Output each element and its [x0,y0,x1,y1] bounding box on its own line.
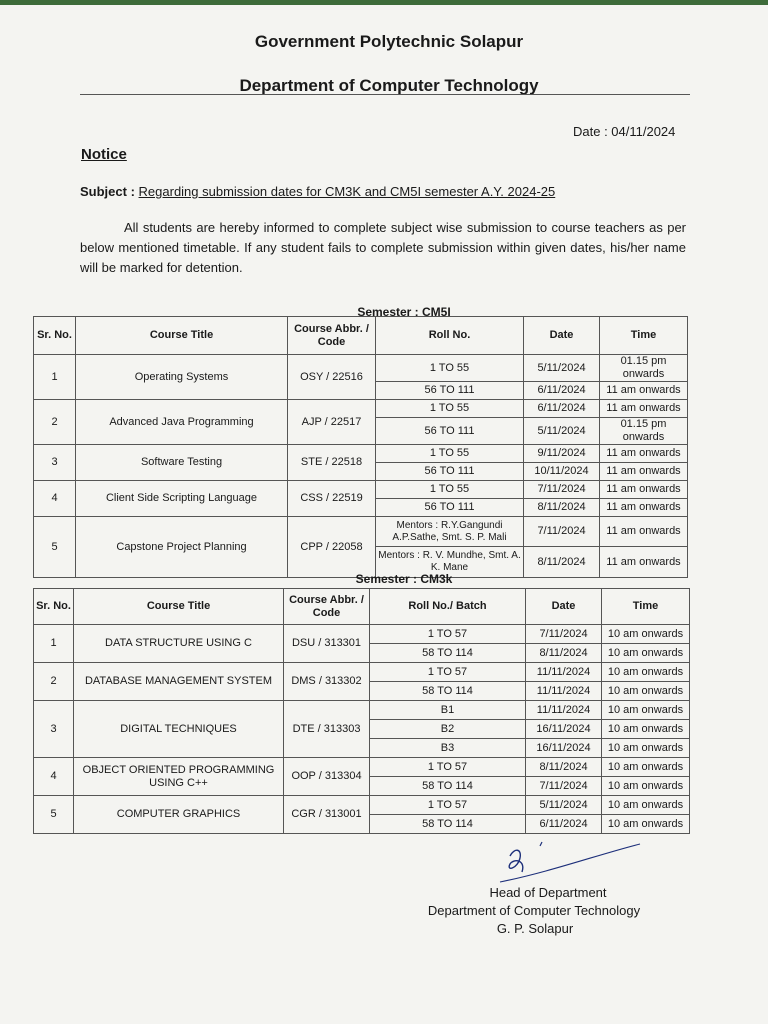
time-cell: 10 am onwards [602,815,690,834]
roll-no-cell: B2 [370,720,526,739]
date-cell: 7/11/2024 [524,517,600,547]
course-code-cell: STE / 22518 [288,445,376,481]
date-cell: 6/11/2024 [526,815,602,834]
course-code-cell: CGR / 313001 [284,796,370,834]
time-cell: 01.15 pm onwards [600,355,688,382]
notice-date: Date : 04/11/2024 [573,124,676,139]
time-cell: 10 am onwards [602,625,690,644]
time-cell: 11 am onwards [600,481,688,499]
roll-no-cell: 1 TO 55 [376,445,524,463]
course-code-cell: CPP / 22058 [288,517,376,578]
time-cell: 10 am onwards [602,644,690,663]
course-code-cell: AJP / 22517 [288,400,376,445]
time-cell: 10 am onwards [602,663,690,682]
sr-no-cell: 1 [34,625,74,663]
time-cell: 11 am onwards [600,445,688,463]
cm5i-schedule-table [33,316,688,578]
date-cell: 10/11/2024 [524,463,600,481]
signoff-college: G. P. Solapur [496,921,574,936]
sr-no-cell: 5 [34,796,74,834]
roll-no-cell: 1 TO 57 [370,796,526,815]
date-cell: 11/11/2024 [526,701,602,720]
date-cell: 16/11/2024 [526,739,602,758]
time-cell: 10 am onwards [602,720,690,739]
course-title-cell: DIGITAL TECHNIQUES [74,701,284,758]
time-cell: 10 am onwards [602,777,690,796]
course-title-cell: DATABASE MANAGEMENT SYSTEM [74,663,284,701]
subject-line [80,184,555,199]
date-cell: 5/11/2024 [524,418,600,445]
course-code-cell: DMS / 313302 [284,663,370,701]
sr-no-cell: 2 [34,663,74,701]
roll-no-cell: 56 TO 111 [376,382,524,400]
course-code-cell: OSY / 22516 [288,355,376,400]
roll-no-cell: 58 TO 114 [370,644,526,663]
course-code-cell: DSU / 313301 [284,625,370,663]
roll-no-cell: 58 TO 114 [370,815,526,834]
course-code-cell: CSS / 22519 [288,481,376,517]
table-row [34,400,688,418]
table-header-row [34,589,690,625]
date-cell: 8/11/2024 [526,758,602,777]
roll-no-cell: B3 [370,739,526,758]
roll-no-cell: 58 TO 114 [370,777,526,796]
sr-no-cell: 3 [34,701,74,758]
column-header: Date [526,589,602,625]
course-code-cell: DTE / 313303 [284,701,370,758]
column-header: Course Abbr. / Code [288,317,376,355]
date-cell: 7/11/2024 [526,777,602,796]
sr-no-cell: 4 [34,758,74,796]
time-cell: 10 am onwards [602,701,690,720]
time-cell: 11 am onwards [600,463,688,481]
sr-no-cell: 1 [34,355,76,400]
notice-heading: Notice [81,146,127,163]
course-title-cell: Software Testing [76,445,288,481]
table-row [34,796,690,815]
course-title-cell: DATA STRUCTURE USING C [74,625,284,663]
roll-no-cell: 1 TO 57 [370,663,526,682]
time-cell: 10 am onwards [602,796,690,815]
date-cell: 5/11/2024 [524,355,600,382]
date-cell: 7/11/2024 [524,481,600,499]
date-cell: 7/11/2024 [526,625,602,644]
column-header: Course Title [74,589,284,625]
time-cell: 11 am onwards [600,499,688,517]
time-cell: 10 am onwards [602,739,690,758]
semester-cm5i-title: Semester : CM5I [357,305,451,319]
time-cell: 11 am onwards [600,517,688,547]
table-row [34,517,688,547]
date-cell: 5/11/2024 [526,796,602,815]
table-row [34,355,688,382]
sr-no-cell: 5 [34,517,76,578]
department-name: Department of Computer Technology [239,76,539,95]
date-cell: 11/11/2024 [526,682,602,701]
column-header: Roll No./ Batch [370,589,526,625]
sr-no-cell: 3 [34,445,76,481]
subject-text: Regarding submission dates for CM3K and CM5I semester A.Y. 2024-25 [138,184,556,199]
column-header: Date [524,317,600,355]
roll-no-cell: B1 [370,701,526,720]
time-cell: 11 am onwards [600,547,688,578]
roll-no-cell: 1 TO 55 [376,481,524,499]
table-header-row [34,317,688,355]
roll-no-cell: 56 TO 111 [376,463,524,481]
signoff-title: Head of Department [489,885,607,900]
signoff-department: Department of Computer Technology [427,903,641,918]
table-row [34,701,690,720]
date-cell: 11/11/2024 [526,663,602,682]
time-cell: 01.15 pm onwards [600,418,688,445]
time-cell: 10 am onwards [602,682,690,701]
table-row [34,445,688,463]
roll-no-cell: Mentors : R.Y.Gangundi A.P.Sathe, Smt. S. P. Mali [376,517,524,547]
institute-name: Government Polytechnic Solapur [254,32,524,51]
roll-no-cell: Mentors : R. V. Mundhe, Smt. A. K. Mane [376,547,524,578]
semester-cm3k-title: Semester : CM3k [355,572,453,586]
roll-no-cell: 1 TO 55 [376,400,524,418]
column-header: Time [602,589,690,625]
time-cell: 10 am onwards [602,758,690,777]
column-header: Course Abbr. / Code [284,589,370,625]
date-cell: 8/11/2024 [524,547,600,578]
course-title-cell: COMPUTER GRAPHICS [74,796,284,834]
body-paragraph [80,218,686,278]
time-cell: 11 am onwards [600,382,688,400]
date-cell: 8/11/2024 [526,644,602,663]
roll-no-cell: 58 TO 114 [370,682,526,701]
subject-label: Subject : [80,184,135,199]
column-header: Sr. No. [34,589,74,625]
roll-no-cell: 56 TO 111 [376,418,524,445]
body-text: All students are hereby informed to complete subject wise submission to course teachers as per below mentioned timetable. If any student fails to complete submission within given dates, his/her name will be marked for detention. [80,220,686,275]
date-cell: 16/11/2024 [526,720,602,739]
table-row [34,663,690,682]
column-header: Roll No. [376,317,524,355]
course-title-cell: Operating Systems [76,355,288,400]
date-cell: 6/11/2024 [524,382,600,400]
column-header: Sr. No. [34,317,76,355]
table-row [34,625,690,644]
roll-no-cell: 1 TO 57 [370,758,526,777]
header-divider [80,94,690,95]
table-row [34,481,688,499]
table-row [34,758,690,777]
column-header: Course Title [76,317,288,355]
roll-no-cell: 56 TO 111 [376,499,524,517]
course-title-cell: Capstone Project Planning [76,517,288,578]
cm3k-schedule-table [33,588,690,834]
date-cell: 8/11/2024 [524,499,600,517]
course-title-cell: Client Side Scripting Language [76,481,288,517]
column-header: Time [600,317,688,355]
course-code-cell: OOP / 313304 [284,758,370,796]
course-title-cell: OBJECT ORIENTED PROGRAMMING USING C++ [74,758,284,796]
roll-no-cell: 1 TO 57 [370,625,526,644]
time-cell: 11 am onwards [600,400,688,418]
sr-no-cell: 2 [34,400,76,445]
date-cell: 6/11/2024 [524,400,600,418]
sr-no-cell: 4 [34,481,76,517]
roll-no-cell: 1 TO 55 [376,355,524,382]
date-cell: 9/11/2024 [524,445,600,463]
course-title-cell: Advanced Java Programming [76,400,288,445]
